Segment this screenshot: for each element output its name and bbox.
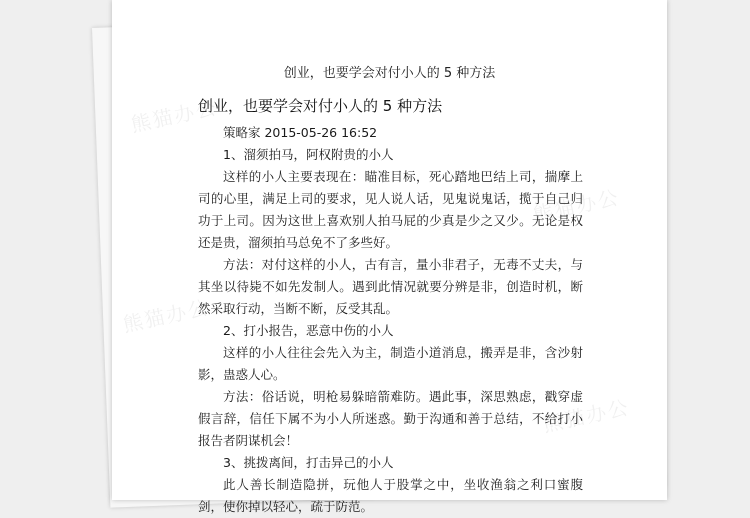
page-header-title: 创业，也要学会对付小人的 5 种方法 [283, 66, 496, 81]
document-title: 创业，也要学会对付小人的 5 种方法 [198, 97, 443, 115]
author-date: 策略家 2015-05-26 16:52 [223, 125, 378, 140]
watermark: 熊猫办公 [120, 295, 212, 337]
paragraph: 这样的小人主要表现在：瞄准目标，死心踏地巴结上司，揣摩上司的心里，满足上司的要求，见人说人话，见鬼说鬼话，揽于自己归功于上司。因为这世上喜欢别人拍马屁的少真是少之又少。无论是权还是贵，溜须拍马总免不了多些好。 [198, 169, 583, 250]
section-heading: 2、打小报告，恶意中伤的小人 [223, 323, 394, 338]
paragraph: 方法：对付这样的小人，古有言，量小非君子，无毒不丈夫，与其坐以待毙不如先发制人。遇到此情况就要分辨是非，创造时机，断然采取行动，当断不断，反受其乱。 [198, 257, 583, 316]
document-page [112, 0, 667, 514]
section-heading: 1、溜须拍马，阿权附贵的小人 [223, 147, 394, 162]
watermark: 熊猫办公 [540, 395, 632, 437]
section-heading: 3、挑拨离间，打击异己的小人 [223, 455, 394, 470]
paragraph: 方法：俗话说，明枪易躲暗箭难防。遇此事，深思熟虑，戳穿虚假言辞，信任下属不为小人所迷惑。勤于沟通和善于总结，不给打小报告者阴谋机会！ [198, 389, 583, 448]
document-body [198, 122, 583, 518]
watermark: 熊猫办公 [128, 95, 220, 137]
paragraph: 此人善长制造隐拼，玩他人于股掌之中，坐收渔翁之利口蜜腹剑，使你掉以轻心，疏于防范。 [198, 477, 583, 514]
paragraph: 这样的小人往往会先入为主，制造小道消息，搬弄是非，含沙射影，蛊惑人心。 [198, 345, 583, 382]
watermark: 熊猫办公 [530, 185, 622, 227]
